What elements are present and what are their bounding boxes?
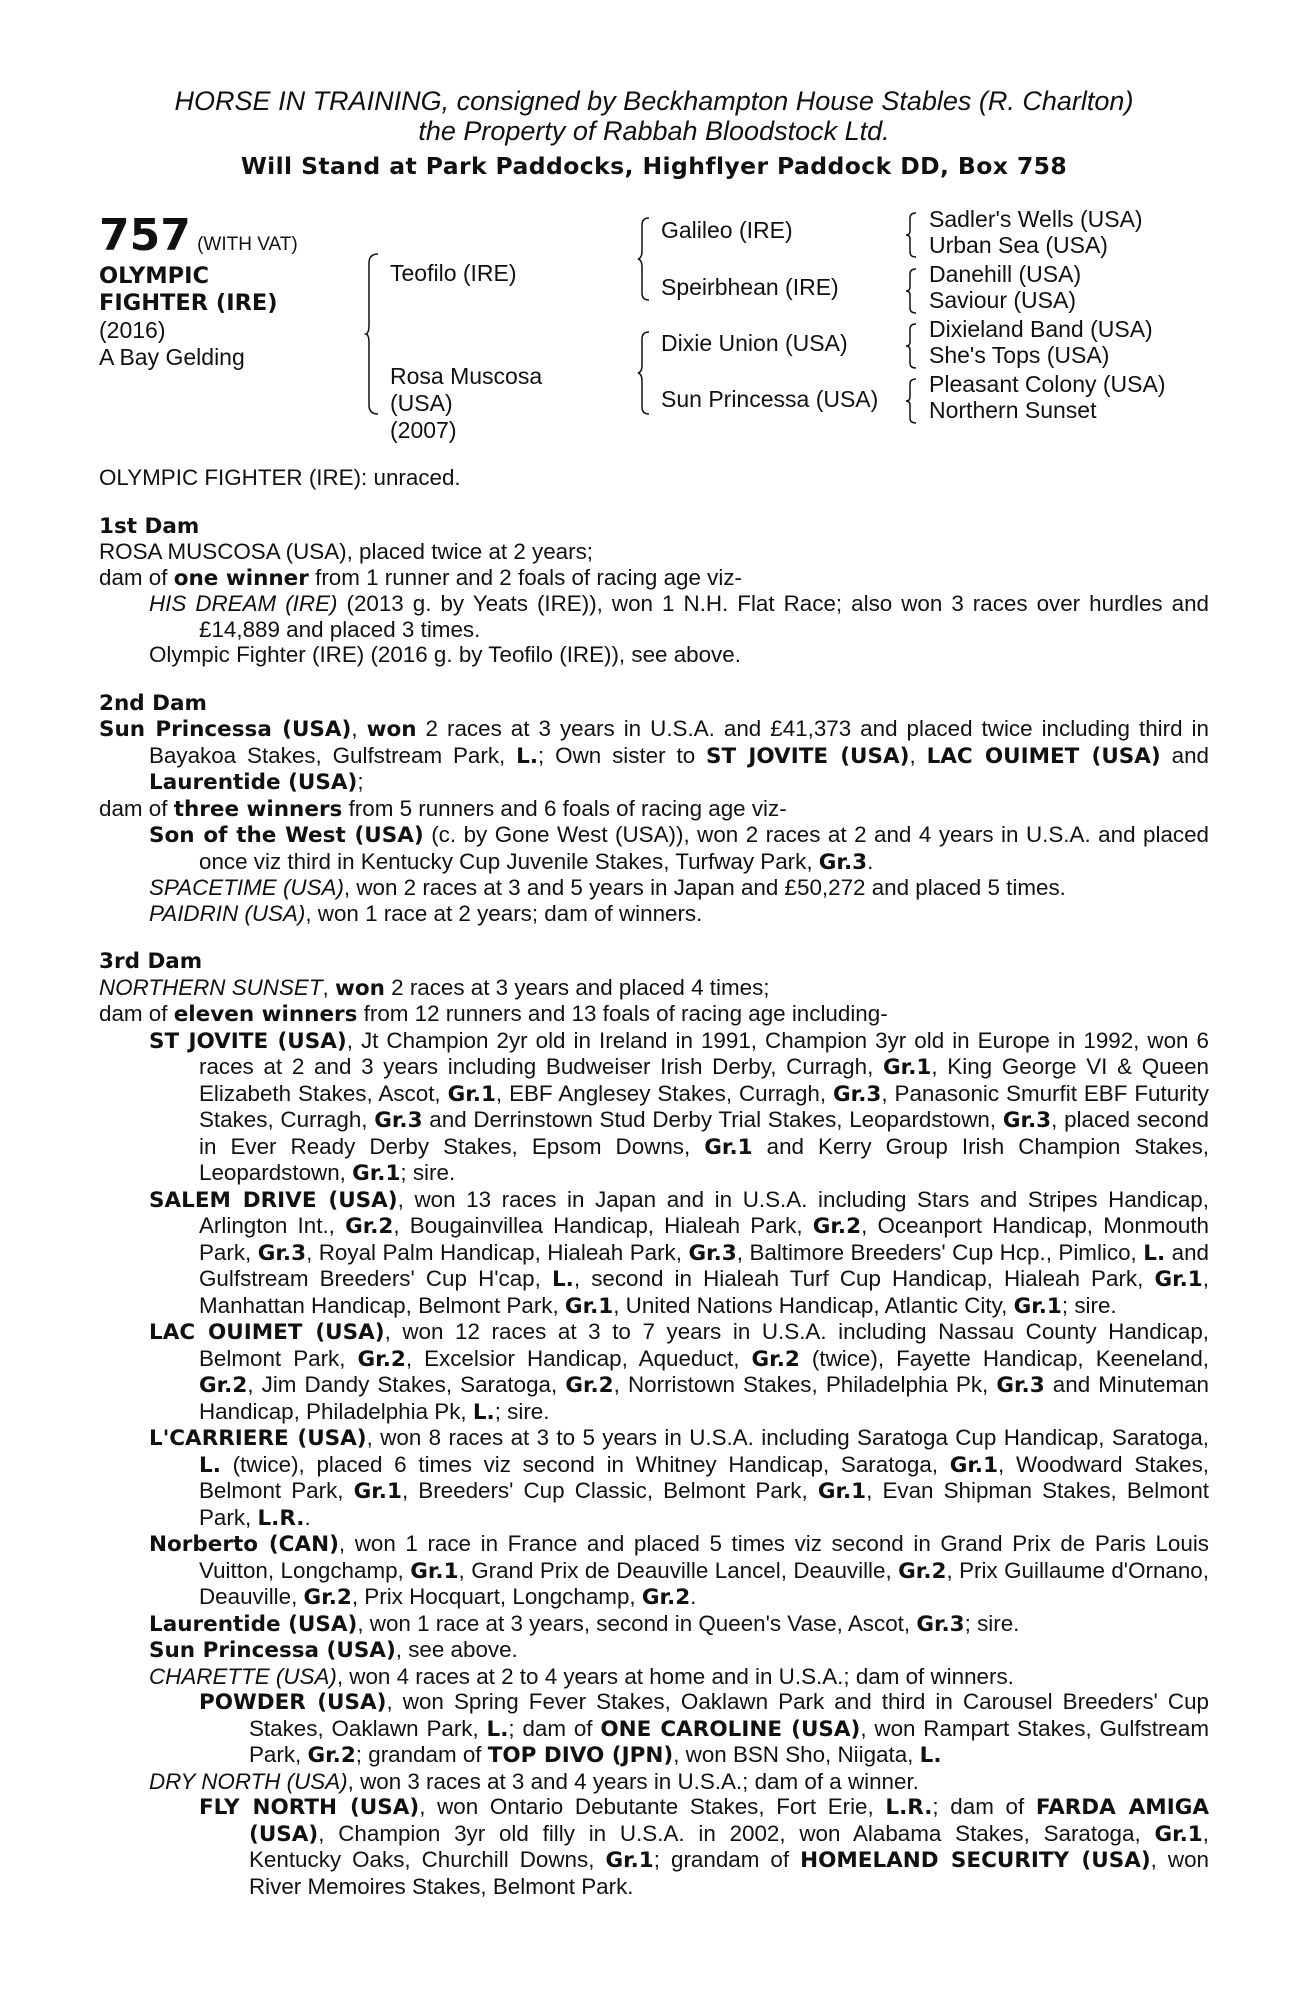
ancestor-7: Pleasant Colony (USA) — [929, 371, 1166, 397]
catalogue-page — [99, 86, 1209, 1899]
produce-entry: Son of the West (USA) (c. by Gone West (USA)), won 2 races at 2 and 4 years in U.S.A. and placed once viz third in Kentucky Cup Juvenile Stakes, Turfway Park, Gr.3. — [149, 822, 1209, 875]
produce-entry: Sun Princessa (USA), see above. — [149, 1637, 518, 1663]
ancestor-3: Danehill (USA) — [929, 261, 1082, 287]
produce-entry: LAC OUIMET (USA), won 12 races at 3 to 7 years in U.S.A. including Nassau County Handicap, Belmont Park, Gr.2, Excelsior Handicap, Aqueduct, Gr.2 (twice), Fayette Handicap, Keeneland, Gr.2, Jim Dandy Stakes, Saratoga, Gr.2, Norristown Stakes, Philadelphia Pk, Gr.3 and Minuteman Handicap, Philadelphia Pk, L.; sire. — [149, 1319, 1210, 1425]
sire-sire: Galileo (IRE) — [661, 217, 793, 243]
ancestor-2: Urban Sea (USA) — [929, 232, 1108, 258]
lot-heading — [99, 210, 298, 261]
pedigree-brace-g2 — [905, 268, 917, 314]
sire-dam: Speirbhean (IRE) — [661, 274, 839, 300]
produce-entry: Laurentide (USA), won 1 race at 3 years, second in Queen's Vase, Ascot, Gr.3; sire. — [149, 1610, 1020, 1637]
third-dam-produce-summary: dam of eleven winners from 12 runners and 13 foals of racing age including- — [99, 1001, 888, 1027]
foaling-year: (2016) — [99, 317, 166, 343]
second-dam-heading: 2nd Dam — [99, 690, 207, 716]
ancestor-6: She's Tops (USA) — [929, 342, 1110, 368]
dam-dam: Sun Princessa (USA) — [661, 386, 879, 412]
produce-entry: SALEM DRIVE (USA), won 13 races in Japan and in U.S.A. including Stars and Stripes Handicap, Arlington Int., Gr.2, Bougainvillea Handicap, Hialeah Park, Gr.2, Oceanport Handicap, Monmouth Park, Gr.3, Royal Palm Handicap, Hialeah Park, Gr.3, Baltimore Breeders' Cup Hcp., Pimlico, L. and Gulfstream Breeders' Cup H'cap, L., second in Hialeah Turf Cup Handicap, Hialeah Park, Gr.1, Manhattan Handicap, Belmont Park, Gr.1, United Nations Handicap, Atlantic City, Gr.1; sire. — [149, 1186, 1209, 1319]
produce-entry: L'CARRIERE (USA), won 8 races at 3 to 5 years in U.S.A. including Saratoga Cup Handicap, Saratoga, L. (twice), placed 6 times viz second in Whitney Handicap, Saratoga, Gr.1, Woodward Stakes, Belmont Park, Gr.1, Breeders' Cup Classic, Belmont Park, Gr.1, Evan Shipman Stakes, Belmont Park, L.R.. — [149, 1425, 1210, 1531]
pedigree-brace-main — [365, 253, 381, 415]
pedigree-brace-sire — [637, 217, 651, 301]
pedigree-brace-g1 — [905, 212, 917, 258]
horse-name-line2: FIGHTER (IRE) — [99, 290, 278, 316]
horse-description: A Bay Gelding — [99, 344, 245, 370]
vat-label: (WITH VAT) — [197, 234, 298, 255]
ancestor-5: Dixieland Band (USA) — [929, 316, 1153, 342]
lot-number: 757 — [99, 210, 191, 261]
dam-year: (2007) — [390, 417, 457, 443]
ancestor-8: Northern Sunset — [929, 397, 1097, 423]
stabling-line: Will Stand at Park Paddocks, Highflyer Paddock DD, Box 758 — [240, 152, 1068, 180]
first-dam-produce-summary: dam of one winner from 1 runner and 2 foals of racing age viz- — [99, 564, 742, 591]
first-dam-heading: 1st Dam — [99, 513, 200, 539]
produce-entry: POWDER (USA), won Spring Fever Stakes, Oaklawn Park and third in Carousel Breeders' Cup Stakes, Oaklawn Park, L.; dam of ONE CAROLINE (USA), won Rampart Stakes, Gulfstream Park, Gr.2; grandam of TOP DIVO (JPN), won BSN Sho, Niigata, L. — [199, 1689, 1209, 1768]
dam-name-line1: Rosa Muscosa — [390, 363, 543, 389]
sire-name: Teofilo (IRE) — [390, 260, 517, 286]
consignor-line: HORSE IN TRAINING, consigned by Beckhampton House Stables (R. Charlton) — [174, 86, 1134, 116]
horse-name-line1: OLYMPIC — [99, 263, 210, 289]
pedigree-brace-dam — [637, 331, 651, 415]
produce-entry: ST JOVITE (USA), Jt Champion 2yr old in Ireland in 1991, Champion 3yr old in Europe in 1992, won 6 races at 2 and 3 years including Budweiser Irish Derby, Curragh, Gr.1, King George VI & Queen Elizabeth Stakes, Ascot, Gr.1, EBF Anglesey Stakes, Curragh, Gr.3, Panasonic Smurfit EBF Futurity Stakes, Curragh, Gr.3 and Derrinstown Stud Derby Trial Stakes, Leopardstown, Gr.3, placed second in Ever Ready Derby Stakes, Epsom Downs, Gr.1 and Kerry Group Irish Champion Stakes, Leopardstown, Gr.1; sire. — [149, 1027, 1209, 1186]
dam-sire: Dixie Union (USA) — [661, 330, 848, 356]
produce-entry: SPACETIME (USA), won 2 races at 3 and 5 years in Japan and £50,272 and placed 5 times. — [149, 875, 1066, 900]
pedigree-brace-g3 — [905, 323, 917, 369]
second-dam-produce-summary: dam of three winners from 5 runners and 6 foals of racing age viz- — [99, 795, 787, 822]
produce-entry: HIS DREAM (IRE) (2013 g. by Yeats (IRE)), won 1 N.H. Flat Race; also won 3 races over hurdles and £14,889 and placed 3 times. — [149, 591, 1209, 642]
property-line: the Property of Rabbah Bloodstock Ltd. — [418, 116, 890, 146]
ancestor-4: Saviour (USA) — [929, 287, 1076, 313]
ancestor-1: Sadler's Wells (USA) — [929, 206, 1143, 232]
first-dam-record: ROSA MUSCOSA (USA), placed twice at 2 years; — [99, 539, 594, 564]
third-dam-record: NORTHERN SUNSET, won 2 races at 3 years and placed 4 times; — [99, 974, 770, 1001]
dam-name-line2: (USA) — [390, 390, 453, 416]
produce-entry: PAIDRIN (USA), won 1 race at 2 years; dam of winners. — [149, 900, 703, 926]
pedigree-table — [99, 206, 1209, 443]
produce-entry: DRY NORTH (USA), won 3 races at 3 and 4 years in U.S.A.; dam of a winner. — [149, 1768, 919, 1794]
third-dam-heading: 3rd Dam — [99, 949, 203, 974]
produce-entry: FLY NORTH (USA), won Ontario Debutante Stakes, Fort Erie, L.R.; dam of FARDA AMIGA (USA), Champion 3yr old filly in U.S.A. in 2002, won Alabama Stakes, Saratoga, Gr.1, Kentucky Oaks, Churchill Downs, Gr.1; grandam of HOMELAND SECURITY (USA), won River Memoires Stakes, Belmont Park. — [199, 1794, 1209, 1899]
produce-entry: Norberto (CAN), won 1 race in France and placed 5 times viz second in Grand Prix de Paris Louis Vuitton, Longchamp, Gr.1, Grand Prix de Deauville Lancel, Deauville, Gr.2, Prix Guillaume d'Ornano, Deauville, Gr.2, Prix Hocquart, Longchamp, Gr.2. — [149, 1531, 1209, 1610]
second-dam-record: Sun Princessa (USA), won 2 races at 3 years in U.S.A. and £41,373 and placed twice including third in Bayakoa Stakes, Gulfstream Park, L.; Own sister to ST JOVITE (USA), LAC OUIMET (USA) and Laurentide (USA); — [99, 716, 1209, 795]
race-record: OLYMPIC FIGHTER (IRE): unraced. — [99, 465, 461, 490]
produce-entry: Olympic Fighter (IRE) (2016 g. by Teofilo (IRE)), see above. — [149, 642, 741, 667]
pedigree-brace-g4 — [905, 378, 917, 424]
produce-entry: CHARETTE (USA), won 4 races at 2 to 4 years at home and in U.S.A.; dam of winners. — [149, 1663, 1014, 1689]
